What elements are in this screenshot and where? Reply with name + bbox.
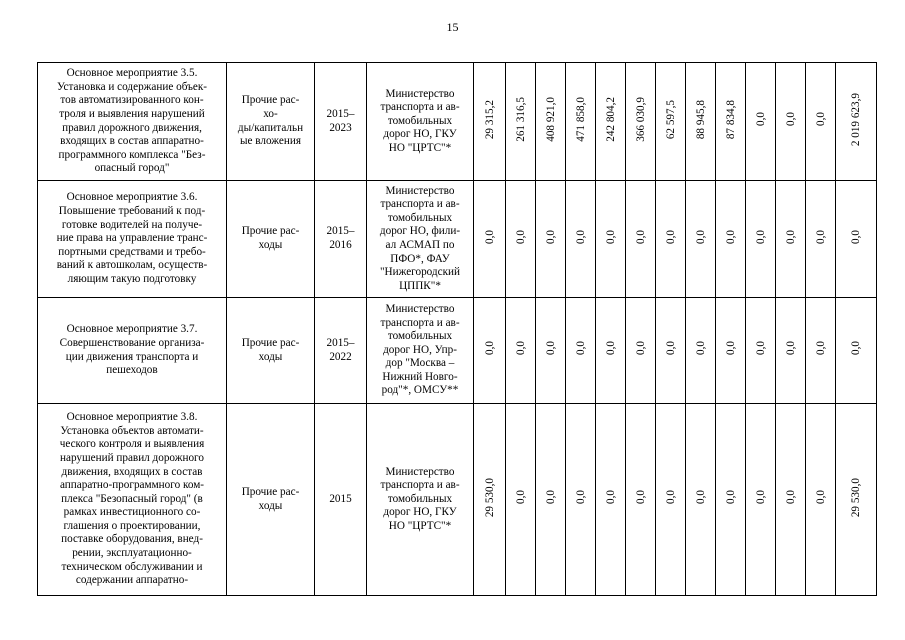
value-cell — [596, 181, 626, 298]
value-cell — [506, 181, 536, 298]
event-line: плекса "Безопасный город" (в — [61, 492, 203, 505]
event-cell — [38, 298, 227, 404]
value-text: 0,0 — [754, 229, 767, 244]
executor-line: ПФО*, ФАУ — [390, 252, 450, 265]
value-text: 0,0 — [784, 229, 797, 244]
event-line: глашения о проектировании, — [63, 519, 201, 532]
period-cell — [315, 404, 367, 596]
event-line: Установка и содержание объек- — [56, 80, 208, 93]
value-text: 0,0 — [724, 341, 737, 356]
value-cell — [776, 298, 806, 404]
value-text: 0,0 — [724, 490, 737, 505]
event-cell — [38, 63, 227, 181]
value-cell — [656, 404, 686, 596]
value-text: 0,0 — [784, 112, 797, 127]
value-cell — [806, 404, 836, 596]
expense-type-line: хо- — [263, 107, 278, 120]
executor-line: род"*, ОМСУ** — [381, 384, 459, 397]
value-text: 29 530,0 — [850, 477, 862, 517]
event-line: готовке водителей на получе- — [61, 218, 203, 231]
executor-line: ЦППК"* — [399, 279, 441, 292]
value-cell — [626, 298, 656, 404]
table-row — [38, 181, 877, 298]
value-text: 0,0 — [694, 229, 707, 244]
executor-line: ал АСМАП по — [385, 239, 455, 251]
value-cell — [536, 404, 566, 596]
event-line: Установка объектов автомати- — [60, 424, 204, 437]
value-cell — [656, 298, 686, 404]
value-cell — [686, 63, 716, 181]
executor-line: транспорта и ав- — [380, 198, 460, 211]
value-cell — [686, 298, 716, 404]
value-text: 408 921,0 — [544, 96, 557, 142]
period-cell — [315, 298, 367, 404]
expense-type-cell — [227, 298, 315, 404]
value-cell — [626, 404, 656, 596]
executor-line: Министерство — [385, 465, 455, 478]
value-text: 0,0 — [754, 490, 767, 505]
event-line: портными средствами и требо- — [58, 245, 206, 258]
value-text: 0,0 — [544, 341, 557, 356]
value-cell — [474, 404, 506, 596]
value-cell — [746, 404, 776, 596]
value-text: 0,0 — [604, 229, 617, 244]
event-line: ние права на управление транс- — [56, 232, 208, 245]
value-cell — [626, 181, 656, 298]
period-line: 2015– — [326, 336, 355, 349]
period-line: 2022 — [329, 350, 352, 363]
event-line: Основное мероприятие 3.6. — [66, 191, 198, 204]
value-cell — [596, 63, 626, 181]
event-line: пешеходов — [106, 364, 158, 377]
value-text: 0,0 — [634, 229, 647, 244]
value-cell — [566, 63, 596, 181]
executor-line: томобильных — [387, 330, 453, 343]
event-line: Основное мероприятие 3.7. — [66, 323, 198, 336]
event-cell — [38, 404, 227, 596]
value-text: 0,0 — [664, 341, 677, 356]
event-line: ческого контроля и выявления — [59, 438, 205, 451]
table-row — [38, 63, 877, 181]
period-line: 2016 — [329, 239, 352, 251]
event-line: Совершенствование организа- — [59, 336, 205, 349]
value-cell — [806, 298, 836, 404]
period-line: 2015– — [326, 225, 355, 238]
value-cell — [776, 181, 806, 298]
value-text: 0,0 — [850, 341, 862, 356]
program-activities-table — [37, 62, 877, 596]
expense-type-line: Прочие рас- — [241, 336, 300, 349]
value-text: 0,0 — [604, 341, 617, 356]
event-line: ваний к автошколам, осуществ- — [56, 259, 208, 272]
value-text: 0,0 — [754, 341, 767, 356]
expense-type-line: ходы — [258, 239, 283, 251]
value-cell — [596, 404, 626, 596]
value-cell — [806, 63, 836, 181]
executor-line: томобильных — [387, 114, 453, 127]
value-text: 0,0 — [544, 229, 557, 244]
expense-type-line: ходы — [258, 350, 283, 363]
expense-type-line: Прочие рас- — [241, 94, 300, 107]
executor-line: дорог НО, фили- — [379, 225, 461, 238]
value-cell — [506, 298, 536, 404]
value-text: 0,0 — [574, 341, 587, 356]
executor-line: НО "ЦРТС"* — [388, 141, 452, 154]
value-text: 0,0 — [814, 229, 827, 244]
value-cell — [536, 63, 566, 181]
event-line: ции движения транспорта и — [65, 350, 199, 363]
executor-line: дорог НО, Упр- — [383, 343, 457, 356]
value-text: 0,0 — [483, 341, 496, 356]
event-line: нарушений правил дорожного — [60, 451, 204, 464]
value-text: 0,0 — [754, 112, 767, 127]
value-cell — [776, 404, 806, 596]
value-cell — [716, 181, 746, 298]
event-line: входящих в состав аппаратно- — [60, 135, 204, 148]
value-cell — [836, 181, 877, 298]
executor-line: дорог НО, ГКУ — [383, 506, 457, 519]
period-line: 2015 — [329, 492, 352, 505]
value-text: 0,0 — [814, 341, 827, 356]
value-cell — [536, 181, 566, 298]
value-text: 0,0 — [694, 341, 707, 356]
event-line: правил дорожного движения, — [62, 121, 202, 134]
executor-line: "Нижегородский — [379, 266, 461, 279]
executor-line: томобильных — [387, 492, 453, 505]
period-line: 2023 — [329, 121, 352, 134]
value-text: 29 530,0 — [483, 477, 496, 517]
value-text: 0,0 — [634, 490, 647, 505]
expense-type-line: Прочие рас- — [241, 225, 300, 238]
event-line: Основное мероприятие 3.8. — [66, 411, 198, 424]
event-cell — [38, 181, 227, 298]
expense-type-line: Прочие рас- — [241, 485, 300, 498]
value-cell — [536, 298, 566, 404]
executor-line: транспорта и ав- — [380, 101, 460, 114]
value-cell — [474, 63, 506, 181]
value-cell — [836, 298, 877, 404]
value-text: 0,0 — [694, 490, 707, 505]
executor-line: транспорта и ав- — [380, 479, 460, 492]
executor-line: Министерство — [385, 302, 455, 315]
value-text: 0,0 — [814, 112, 827, 127]
value-text: 0,0 — [574, 490, 587, 505]
value-cell — [566, 181, 596, 298]
executor-line: Министерство — [385, 87, 455, 100]
executor-cell — [367, 404, 474, 596]
value-cell — [506, 404, 536, 596]
value-text: 261 316,5 — [514, 96, 527, 142]
value-text: 88 945,8 — [694, 99, 707, 139]
value-cell — [474, 298, 506, 404]
expense-type-line: ые вложения — [240, 135, 301, 148]
value-text: 87 834,8 — [724, 99, 737, 139]
value-text: 0,0 — [514, 229, 527, 244]
executor-line: транспорта и ав- — [380, 316, 460, 329]
executor-cell — [367, 181, 474, 298]
expense-type-line: ды/капитальн — [237, 121, 304, 134]
value-text: 0,0 — [604, 490, 617, 505]
value-text: 366 030,9 — [634, 96, 647, 142]
event-line: поставке оборудования, внед- — [61, 533, 203, 546]
value-text: 0,0 — [664, 490, 677, 505]
executor-line: НО "ЦРТС"* — [388, 519, 452, 532]
value-cell — [716, 63, 746, 181]
value-text: 0,0 — [514, 490, 527, 505]
executor-line: дор "Москва – — [385, 357, 455, 370]
value-text: 0,0 — [574, 229, 587, 244]
table-row — [38, 404, 877, 596]
event-line: опасный город" — [94, 162, 170, 175]
value-text: 471 858,0 — [574, 96, 587, 142]
value-cell — [566, 404, 596, 596]
value-cell — [686, 181, 716, 298]
value-cell — [656, 63, 686, 181]
value-text: 0,0 — [514, 341, 527, 356]
value-cell — [474, 181, 506, 298]
executor-line: дорог НО, ГКУ — [383, 128, 457, 141]
value-cell — [746, 63, 776, 181]
expense-type-cell — [227, 63, 315, 181]
value-text: 0,0 — [634, 341, 647, 356]
page-number: 15 — [446, 20, 459, 34]
value-text: 2 019 623,9 — [850, 92, 862, 146]
event-line: программного комплекса "Без- — [58, 148, 206, 161]
table-row — [38, 298, 877, 404]
value-cell — [596, 298, 626, 404]
event-line: троля и выявления нарушений — [59, 107, 205, 120]
event-line: движения, входящих в состав — [61, 465, 203, 478]
event-line: рении, эксплуатационно- — [72, 547, 192, 560]
executor-cell — [367, 63, 474, 181]
value-text: 0,0 — [664, 229, 677, 244]
value-text: 0,0 — [483, 229, 496, 244]
value-text: 0,0 — [850, 229, 862, 244]
value-text: 0,0 — [814, 490, 827, 505]
value-text: 0,0 — [784, 490, 797, 505]
value-cell — [716, 404, 746, 596]
expense-type-cell — [227, 404, 315, 596]
period-cell — [315, 63, 367, 181]
value-text: 29 315,2 — [483, 99, 496, 139]
value-cell — [716, 298, 746, 404]
value-cell — [746, 298, 776, 404]
value-cell — [836, 63, 877, 181]
value-cell — [626, 63, 656, 181]
value-text: 0,0 — [784, 341, 797, 356]
value-cell — [776, 63, 806, 181]
event-line: тов автоматизированного кон- — [60, 94, 204, 107]
event-line: рамках инвестиционного со- — [63, 506, 201, 519]
value-cell — [746, 181, 776, 298]
event-line: аппаратно-программного ком- — [59, 479, 205, 492]
executor-line: Министерство — [385, 184, 455, 197]
executor-line: томобильных — [387, 211, 453, 224]
value-text: 0,0 — [724, 229, 737, 244]
period-line: 2015– — [326, 107, 355, 120]
value-cell — [656, 181, 686, 298]
event-line: Повышение требований к под- — [58, 205, 206, 218]
value-cell — [806, 181, 836, 298]
executor-cell — [367, 298, 474, 404]
expense-type-line: ходы — [258, 499, 283, 512]
value-cell — [566, 298, 596, 404]
event-line: содержании аппаратно- — [75, 574, 189, 587]
expense-type-cell — [227, 181, 315, 298]
value-text: 242 804,2 — [604, 96, 617, 142]
value-cell — [686, 404, 716, 596]
value-cell — [836, 404, 877, 596]
event-line: техническом обслуживании и — [61, 560, 203, 573]
value-cell — [506, 63, 536, 181]
value-text: 0,0 — [544, 490, 557, 505]
value-text: 62 597,5 — [664, 99, 677, 139]
event-line: Основное мероприятие 3.5. — [66, 67, 198, 80]
executor-line: Нижний Новго- — [382, 370, 458, 383]
period-cell — [315, 181, 367, 298]
event-line: ляющим такую подготовку — [67, 272, 197, 285]
